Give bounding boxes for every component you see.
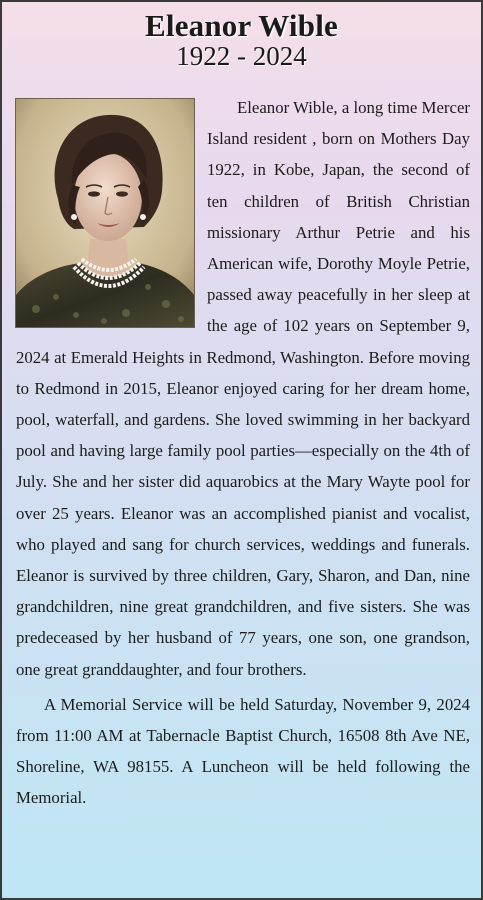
- life-dates: 1922 - 2024: [176, 41, 307, 71]
- deceased-name: Eleanor Wible: [145, 8, 338, 43]
- obituary-body: [16, 92, 470, 814]
- obituary-header: [2, 2, 481, 70]
- obituary-paragraph-1: Eleanor Wible, a long time Mercer Island resident , born on Mothers Day 1922, in Kobe, Japan, the second of ten children of British Christian missionary Arthur Petrie and his American wife, Dorothy Moyle Petrie, passed away peacefully in her sleep at the age of 102 years on September 9, 2024 at Emerald Heights in Redmond, Washington. Before moving to Redmond in 2015, Eleanor enjoyed caring for her dream home, pool, waterfall, and gardens. She loved swimming in her backyard pool and having large family pool parties—especially on the 4th of July. She and her sister did aquarobics at the Mary Wayte pool for over 25 years. Eleanor was an accomplished pianist and vocalist, who played and sang for church services, weddings and funerals. Eleanor is survived by three children, Gary, Sharon, and Dan, nine grandchildren, nine great grandchildren, and five sisters. She was predeceased by her husband of 77 years, one son, one grandson, one great granddaughter, and four brothers.: [16, 98, 470, 679]
- memorial-paragraph: A Memorial Service will be held Saturday, November 9, 2024 from 11:00 AM at Tabernacle Baptist Church, 16508 8th Ave NE, Shoreline, WA 98155. A Luncheon will be held following the Memorial.: [16, 694, 470, 808]
- portrait-photo: [15, 98, 195, 328]
- portrait-icon: [16, 99, 194, 327]
